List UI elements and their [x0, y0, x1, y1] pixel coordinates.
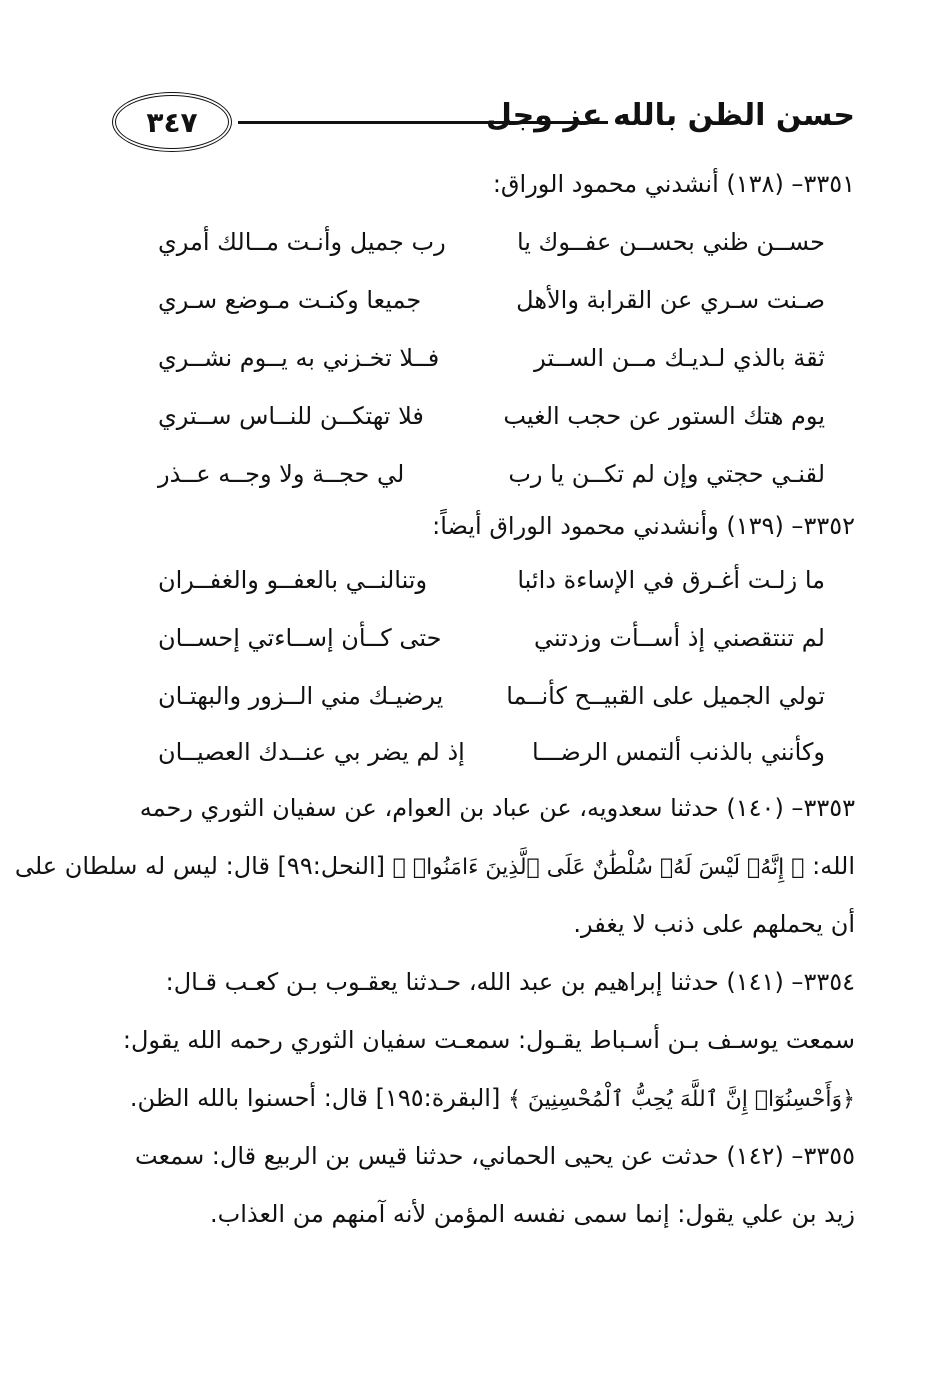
quran-quote-an-nahl: ﴿ إِنَّهُۥ لَيْسَ لَهُۥ سُلْطَٰنٌ عَلَى ٱلَّذِينَ ءَامَنُوا۟ ﴾: [392, 855, 805, 880]
verse-3351-4-first-half: يوم هتك الستور عن حجب الغيب: [503, 402, 825, 430]
verse-3352-3-second-half: يرضيـك مني الــزور والبهتـان: [158, 682, 444, 710]
verse-3352-4-first-half: وكأنني بالذنب ألتمس الرضـــا: [532, 738, 825, 766]
entry-3355-line-2: زيد بن علي يقول: إنما سمى نفسه المؤمن لأنه آمنهم من العذاب.: [210, 1200, 855, 1228]
verse-3352-1-second-half: وتنالنــي بالعفــو والغفــران: [158, 566, 428, 594]
verse-3351-5-first-half: لقنـي حجتي وإن لم تكــن يا رب: [508, 460, 825, 488]
verse-3351-5-second-half: لي حجــة ولا وجــه عــذر: [158, 460, 405, 488]
quran-quote-al-baqarah: ﴿وَأَحْسِنُوٓا۟ إِنَّ ٱللَّهَ يُحِبُّ ٱلْمُحْسِنِينَ ﴾: [507, 1087, 855, 1112]
entry-3353-line-2-post: [النحل:٩٩] قال: ليس له سلطان على: [14, 852, 393, 880]
verse-3352-2-second-half: حتى كــأن إســاءتي إحســان: [158, 624, 442, 652]
header-rule: [238, 121, 608, 124]
page-header-title: حسن الظن بالله عز وجل: [485, 98, 855, 133]
verse-3352-4-second-half: إذ لم يضر بي عنــدك العصيــان: [158, 738, 465, 766]
page-number-oval: [112, 92, 232, 152]
entry-3353-line-1: ٣٣٥٣– (١٤٠) حدثنا سعدويه، عن عباد بن العوام، عن سفيان الثوري رحمه: [139, 794, 855, 822]
entry-3354-line-3: [130, 1084, 855, 1112]
verse-3351-3-first-half: ثقة بالذي لـديـك مــن الســتر: [534, 344, 825, 372]
verse-3351-4-second-half: فلا تهتكــن للنــاس ســتري: [158, 402, 424, 430]
verse-3352-1-first-half: ما زلـت أغـرق في الإساءة دائبا: [517, 566, 825, 594]
entry-3351-heading: ٣٣٥١– (١٣٨) أنشدني محمود الوراق:: [492, 170, 855, 198]
entry-3353-line-2-pre: الله:: [804, 852, 855, 880]
entry-3354-line-1: ٣٣٥٤– (١٤١) حدثنا إبراهيم بن عبد الله، حـدثنا يعقـوب بـن كعـب قـال:: [165, 968, 855, 996]
entry-3355-line-1: ٣٣٥٥– (١٤٢) حدثت عن يحيى الحماني، حدثنا قيس بن الربيع قال: سمعت: [135, 1142, 855, 1170]
verse-3351-1-second-half: رب جميل وأنـت مــالك أمري: [158, 228, 446, 256]
entry-3354-line-2: سمعت يوسـف بـن أسـباط يقـول: سمعـت سفيان الثوري رحمه الله يقول:: [122, 1026, 855, 1054]
entry-3352-heading: ٣٣٥٢– (١٣٩) وأنشدني محمود الوراق أيضاً:: [432, 512, 855, 540]
verse-3352-3-first-half: تولي الجميل على القبيــح كأنــما: [506, 682, 825, 710]
verse-3352-2-first-half: لم تنتقصني إذ أســأت وزدتني: [533, 624, 825, 652]
entry-3354-line-3-post: [البقرة:١٩٥] قال: أحسنوا بالله الظن.: [129, 1084, 508, 1112]
page-number: ٣٤٧: [146, 105, 198, 139]
entry-3353-line-3: أن يحملهم على ذنب لا يغفر.: [573, 910, 855, 938]
verse-3351-1-first-half: حســن ظني بحســن عفــوك يا: [516, 228, 825, 256]
verse-3351-3-second-half: فــلا تخـزني به يــوم نشــري: [158, 344, 440, 372]
entry-3353-line-2: [15, 852, 855, 880]
verse-3351-2-first-half: صـنت سـري عن القرابة والأهل: [516, 286, 825, 314]
verse-3351-2-second-half: جميعا وكنـت مـوضع سـري: [158, 286, 422, 314]
